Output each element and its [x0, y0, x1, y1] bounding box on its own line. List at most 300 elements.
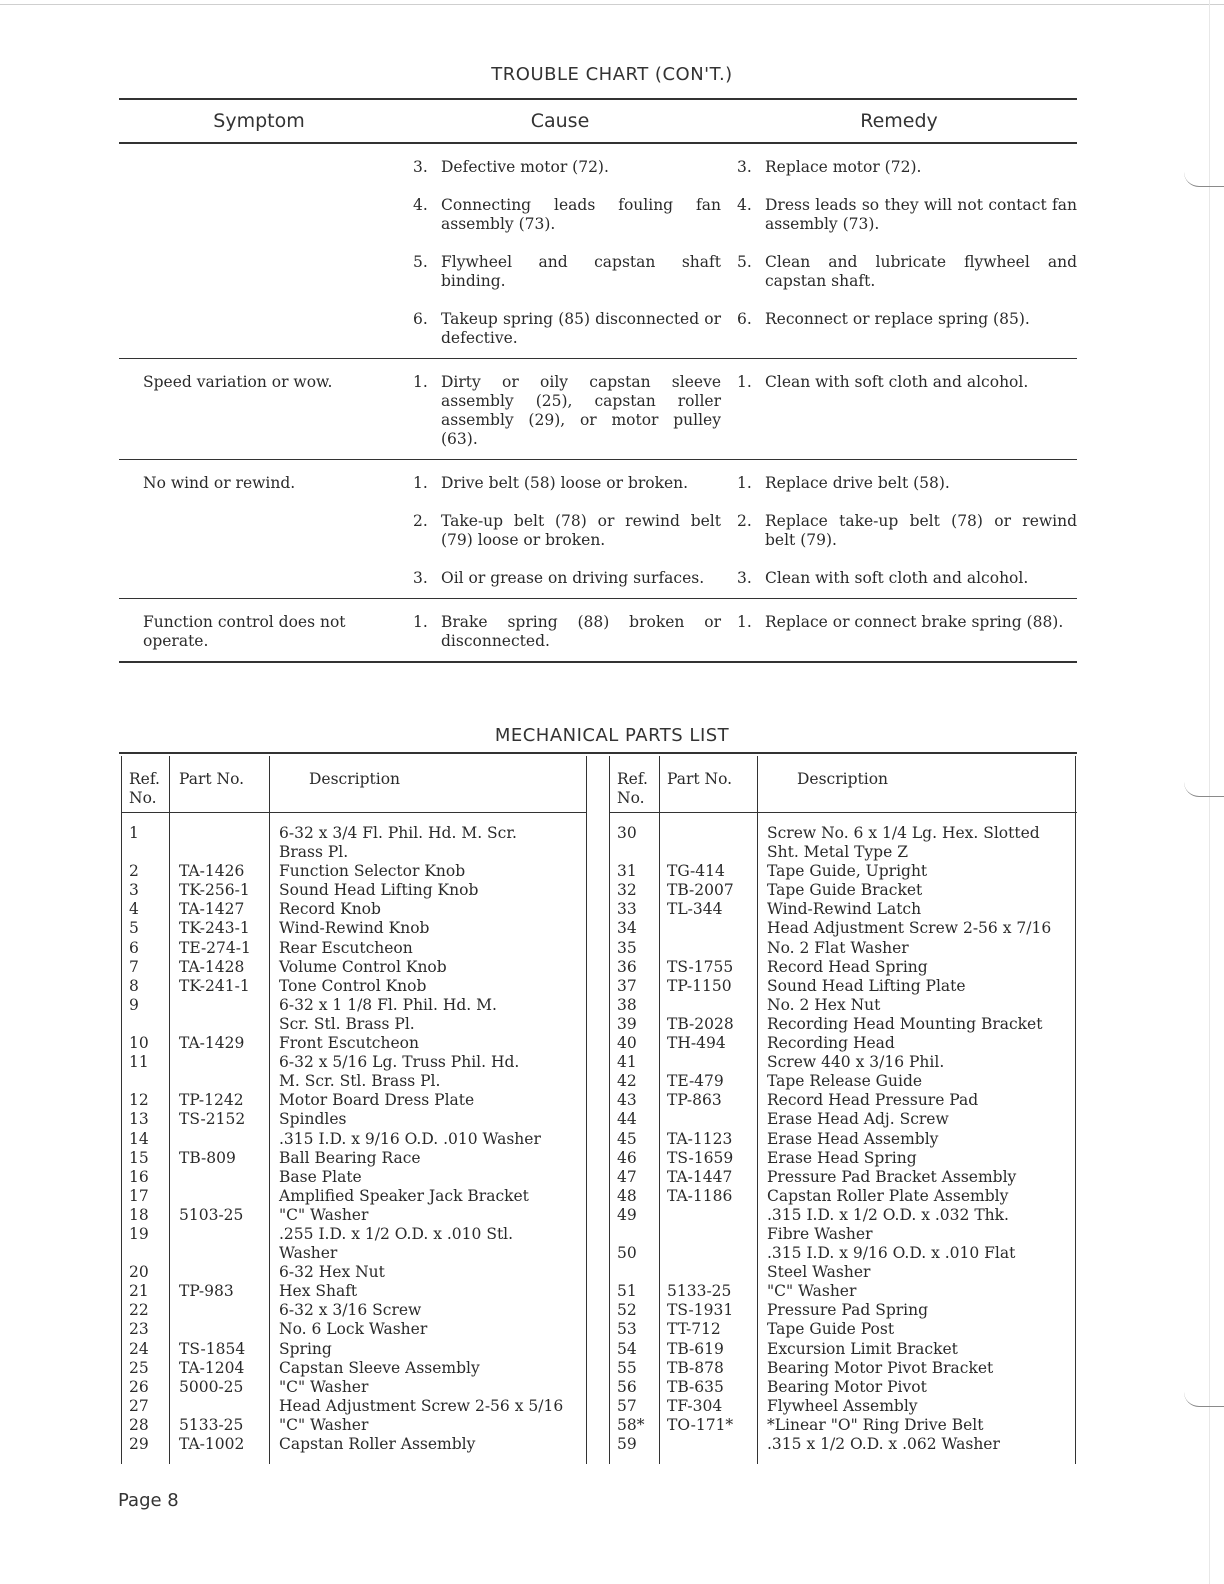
- symptom-cell: Function control does not operate.: [143, 613, 346, 650]
- cause-item-text: Brake spring (88) broken or disconnected.: [441, 613, 721, 650]
- parts-row: [121, 919, 586, 938]
- remedy-item-text: Clean and lubricate flywheel and capstan shaft.: [765, 253, 1077, 290]
- remedy-item-number: 1.: [737, 373, 752, 391]
- description-cell: Base Plate: [279, 1167, 362, 1186]
- ref-no-cell: 22: [129, 1301, 149, 1320]
- description-cell: Capstan Sleeve Assembly: [279, 1358, 480, 1377]
- ref-no-cell: 52: [617, 1301, 637, 1320]
- parts-row: [609, 1378, 1077, 1397]
- binder-hook-mark: [1184, 1392, 1224, 1407]
- description-cell: Recording Head Mounting Bracket: [767, 1014, 1043, 1033]
- parts-row: [121, 1149, 586, 1168]
- ref-no-cell: 59: [617, 1435, 637, 1453]
- description-cell: Steel Washer: [767, 1263, 871, 1282]
- parts-row: [609, 1187, 1077, 1206]
- cause-item-number: 1.: [413, 613, 428, 631]
- part-no-cell: [659, 1244, 757, 1263]
- symptom-cell: Speed variation or wow.: [143, 373, 333, 391]
- remedy-item: [737, 474, 1077, 493]
- parts-row: [121, 1053, 586, 1072]
- parts-row: [609, 1301, 1077, 1320]
- remedy-item: [737, 613, 1077, 632]
- parts-row: [609, 1110, 1077, 1129]
- part-no-cell: TT-712: [667, 1320, 721, 1339]
- cause-header: Cause: [530, 110, 590, 132]
- parts-row: [121, 1130, 586, 1149]
- ref-no-cell: 16: [129, 1167, 149, 1186]
- parts-row: [609, 862, 1077, 881]
- cause-item: [413, 373, 721, 449]
- parts-row: [121, 1072, 586, 1091]
- cause-cell: [399, 474, 721, 592]
- parts-header-right: [609, 756, 1077, 813]
- description-cell: *Linear "O" Ring Drive Belt: [767, 1415, 984, 1434]
- part-no-cell: TL-344: [667, 900, 723, 919]
- parts-row: [609, 1015, 1077, 1034]
- remedy-item-number: 3.: [737, 569, 752, 587]
- ref-no-cell: 45: [617, 1129, 637, 1148]
- remedy-item: [737, 253, 1077, 291]
- part-no-cell: TS-1755: [667, 957, 734, 976]
- description-cell: Motor Board Dress Plate: [279, 1091, 475, 1110]
- parts-row: [609, 1168, 1077, 1187]
- description-cell: Erase Head Adj. Screw: [767, 1110, 949, 1129]
- ref-header-line2: No.: [617, 789, 645, 807]
- part-no-cell: TA-1002: [179, 1435, 245, 1453]
- description-cell: Brass Pl.: [279, 843, 349, 862]
- description-cell: Record Head Pressure Pad: [767, 1091, 979, 1110]
- ref-no-cell: 55: [617, 1358, 637, 1377]
- parts-row: [121, 1435, 586, 1454]
- cause-item-text: Connecting leads fouling fan assembly (73).: [441, 196, 721, 233]
- ref-no-cell: 8: [129, 976, 139, 995]
- ref-no-cell: 35: [617, 938, 637, 957]
- part-no-cell: TS-2152: [179, 1110, 246, 1129]
- trouble-chart-title: TROUBLE CHART (CON'T.): [491, 64, 733, 85]
- page-top-rule: [0, 0, 1224, 5]
- parts-table-left: [121, 756, 586, 1464]
- description-cell: "C" Washer: [279, 1377, 369, 1396]
- ref-no-cell: 58*: [617, 1415, 645, 1434]
- ref-no-cell: 25: [129, 1358, 149, 1377]
- cause-item: [413, 310, 721, 348]
- remedy-cell: [721, 373, 1077, 453]
- ref-no-cell: [609, 1225, 659, 1244]
- ref-header-line1: Ref.: [129, 770, 160, 788]
- part-no-cell: [169, 996, 269, 1015]
- ref-no-cell: 6: [129, 938, 139, 957]
- ref-no-cell: 41: [617, 1053, 637, 1072]
- ref-no-cell: 47: [617, 1167, 637, 1186]
- parts-row: [121, 1187, 586, 1206]
- part-no-cell: [169, 1225, 269, 1244]
- parts-row: [609, 1091, 1077, 1110]
- cause-item-number: 3.: [413, 569, 428, 587]
- cause-item: [413, 196, 721, 234]
- part-no-cell: [169, 824, 269, 843]
- part-no-cell: TK-243-1: [179, 919, 250, 938]
- parts-row: [609, 1053, 1077, 1072]
- part-no-cell: [659, 1053, 757, 1072]
- parts-row: [121, 1340, 586, 1359]
- part-no-cell: TB-2007: [667, 881, 734, 900]
- parts-row: [121, 1263, 586, 1282]
- part-no-cell: TP-983: [179, 1282, 234, 1301]
- part-no-cell: [659, 939, 757, 958]
- parts-row: [121, 939, 586, 958]
- ref-no-cell: 30: [617, 824, 637, 842]
- parts-row: [609, 1397, 1077, 1416]
- parts-table-top-rule: [119, 752, 1077, 754]
- part-no-cell: TP-1150: [667, 976, 732, 995]
- remedy-item-text: Replace take-up belt (78) or rewind belt (79).: [765, 512, 1077, 549]
- cause-item-text: Drive belt (58) loose or broken.: [441, 474, 689, 492]
- ref-no-cell: 29: [129, 1435, 149, 1453]
- part-no-cell: [169, 1320, 269, 1339]
- description-cell: Sht. Metal Type Z: [767, 843, 908, 862]
- description-header: Description: [309, 770, 401, 788]
- description-cell: Spring: [279, 1339, 332, 1358]
- parts-row: [121, 1397, 586, 1416]
- parts-row: [609, 939, 1077, 958]
- part-no-cell: TB-809: [179, 1148, 236, 1167]
- remedy-item: [737, 310, 1077, 329]
- ref-no-cell: 49: [617, 1205, 637, 1224]
- remedy-item-text: Clean with soft cloth and alcohol.: [765, 373, 1029, 391]
- description-cell: Head Adjustment Screw 2-56 x 7/16: [767, 919, 1052, 938]
- parts-row: [121, 1225, 586, 1244]
- part-no-cell: [659, 824, 757, 843]
- ref-no-cell: 57: [617, 1396, 637, 1415]
- cause-item: [413, 613, 721, 651]
- remedy-cell: [721, 158, 1077, 352]
- parts-row: [609, 1206, 1077, 1225]
- cause-cell: [399, 613, 721, 655]
- ref-no-cell: [121, 1072, 169, 1091]
- part-no-cell: TA-1426: [179, 862, 245, 881]
- part-no-cell: [659, 919, 757, 938]
- part-no-cell: TK-256-1: [179, 881, 250, 900]
- remedy-item: [737, 158, 1077, 177]
- ref-no-cell: 11: [129, 1053, 149, 1072]
- cause-item-number: 6.: [413, 310, 428, 328]
- part-no-cell: TP-863: [667, 1091, 722, 1110]
- ref-no-cell: [609, 843, 659, 862]
- part-no-cell: [169, 1263, 269, 1282]
- description-cell: Wind-Rewind Latch: [767, 900, 922, 919]
- description-cell: Tape Guide Post: [767, 1320, 895, 1339]
- remedy-item-number: 3.: [737, 158, 752, 176]
- part-no-cell: 5133-25: [667, 1282, 732, 1301]
- description-cell: Record Knob: [279, 900, 381, 919]
- cause-item: [413, 253, 721, 291]
- part-no-cell: [169, 1015, 269, 1034]
- parts-row: [609, 977, 1077, 996]
- part-no-cell: [169, 1187, 269, 1206]
- parts-row: [609, 1244, 1077, 1263]
- binder-hook-mark: [1184, 172, 1224, 187]
- part-no-cell: TA-1186: [667, 1186, 733, 1205]
- parts-row: [121, 1206, 586, 1225]
- remedy-item-text: Replace drive belt (58).: [765, 474, 950, 492]
- ref-no-cell: 40: [617, 1034, 637, 1053]
- part-no-cell: TB-619: [667, 1339, 724, 1358]
- parts-row: [609, 1359, 1077, 1378]
- ref-no-cell: 38: [617, 995, 637, 1014]
- cause-item-number: 4.: [413, 196, 428, 214]
- description-cell: Pressure Pad Spring: [767, 1301, 929, 1320]
- cause-item-number: 3.: [413, 158, 428, 176]
- ref-no-cell: 5: [129, 919, 139, 938]
- description-cell: Capstan Roller Plate Assembly: [767, 1186, 1009, 1205]
- part-no-cell: TA-1429: [179, 1034, 245, 1053]
- description-cell: Spindles: [279, 1110, 347, 1129]
- part-no-cell: [659, 843, 757, 862]
- part-no-header: Part No.: [667, 770, 733, 788]
- ref-no-cell: 24: [129, 1339, 149, 1358]
- trouble-chart-body: [119, 144, 1077, 663]
- part-no-cell: TH-494: [667, 1034, 726, 1053]
- remedy-cell: [721, 613, 1077, 655]
- part-no-cell: [169, 843, 269, 862]
- description-cell: Washer: [279, 1244, 338, 1263]
- ref-no-cell: 17: [129, 1186, 149, 1205]
- trouble-chart-header: [119, 98, 1077, 144]
- cause-item-text: Dirty or oily capstan sleeve assembly (25), capstan roller assembly (29), or motor pulley (63).: [441, 373, 721, 448]
- remedy-item-text: Clean with soft cloth and alcohol.: [765, 569, 1029, 587]
- remedy-item: [737, 373, 1077, 392]
- part-no-cell: 5133-25: [179, 1415, 244, 1434]
- ref-no-cell: 23: [129, 1320, 149, 1339]
- ref-no-cell: 56: [617, 1377, 637, 1396]
- parts-row: [121, 1244, 586, 1263]
- trouble-group: [119, 460, 1077, 599]
- ref-no-cell: 32: [617, 881, 637, 900]
- part-no-cell: [659, 1263, 757, 1282]
- cause-item: [413, 512, 721, 550]
- parts-row: [609, 1149, 1077, 1168]
- part-no-cell: TB-635: [667, 1377, 724, 1396]
- parts-row: [609, 1416, 1077, 1435]
- cause-item-text: Oil or grease on driving surfaces.: [441, 569, 705, 587]
- parts-row: [121, 1015, 586, 1034]
- remedy-item-number: 5.: [737, 253, 752, 271]
- description-cell: Hex Shaft: [279, 1282, 358, 1301]
- ref-no-cell: 54: [617, 1339, 637, 1358]
- part-no-cell: TS-1931: [667, 1301, 734, 1320]
- ref-no-cell: 28: [129, 1415, 149, 1434]
- cause-item-number: 5.: [413, 253, 428, 271]
- ref-no-cell: 13: [129, 1110, 149, 1129]
- description-cell: No. 2 Hex Nut: [767, 995, 881, 1014]
- ref-no-cell: [609, 1263, 659, 1282]
- parts-row: [121, 1378, 586, 1397]
- description-cell: 6-32 x 3/16 Screw: [279, 1301, 422, 1320]
- ref-no-cell: 9: [129, 995, 139, 1014]
- remedy-item: [737, 569, 1077, 588]
- trouble-chart-table: [119, 98, 1077, 663]
- description-cell: Front Escutcheon: [279, 1034, 419, 1053]
- description-cell: Tape Release Guide: [767, 1072, 923, 1091]
- description-cell: Tape Guide, Upright: [767, 862, 928, 881]
- part-no-cell: [659, 1206, 757, 1225]
- parts-row: [609, 843, 1077, 862]
- cause-item-text: Defective motor (72).: [441, 158, 609, 176]
- part-no-cell: 5103-25: [179, 1205, 244, 1224]
- remedy-item: [737, 512, 1077, 550]
- parts-row: [609, 1130, 1077, 1149]
- ref-no-cell: 33: [617, 900, 637, 919]
- description-cell: Screw 440 x 3/16 Phil.: [767, 1053, 945, 1072]
- description-cell: "C" Washer: [279, 1415, 369, 1434]
- description-cell: Tone Control Knob: [279, 976, 427, 995]
- description-cell: Rear Escutcheon: [279, 938, 413, 957]
- parts-row: [121, 1301, 586, 1320]
- remedy-item-text: Reconnect or replace spring (85).: [765, 310, 1030, 328]
- parts-row: [609, 900, 1077, 919]
- description-cell: Sound Head Lifting Plate: [767, 976, 966, 995]
- parts-row: [121, 862, 586, 881]
- ref-no-cell: 42: [617, 1072, 637, 1091]
- part-no-cell: [659, 1435, 757, 1454]
- description-cell: Record Head Spring: [767, 957, 928, 976]
- part-no-cell: [169, 1244, 269, 1263]
- parts-row: [609, 996, 1077, 1015]
- symptom-header: Symptom: [213, 110, 305, 132]
- cause-item-text: Takeup spring (85) disconnected or defective.: [441, 310, 721, 347]
- part-no-cell: TS-1659: [667, 1148, 734, 1167]
- part-no-cell: [169, 1397, 269, 1416]
- ref-no-cell: 1: [129, 824, 139, 842]
- parts-list-title: MECHANICAL PARTS LIST: [494, 725, 730, 746]
- ref-no-cell: 18: [129, 1205, 149, 1224]
- description-cell: Flywheel Assembly: [767, 1396, 918, 1415]
- part-no-cell: [169, 1072, 269, 1091]
- part-no-cell: [169, 1053, 269, 1072]
- ref-header-line1: Ref.: [617, 770, 648, 788]
- description-cell: .315 I.D. x 9/16 O.D. x .010 Flat: [767, 1244, 1016, 1263]
- remedy-item-text: Dress leads so they will not contact fan assembly (73).: [765, 196, 1077, 233]
- parts-header-left: [121, 756, 586, 813]
- parts-row: [121, 1320, 586, 1339]
- part-no-cell: [659, 996, 757, 1015]
- parts-row: [121, 1168, 586, 1187]
- cause-item-number: 2.: [413, 512, 428, 530]
- column-rule: [586, 756, 587, 1464]
- part-no-cell: TA-1428: [179, 957, 245, 976]
- description-cell: Volume Control Knob: [279, 957, 447, 976]
- part-no-cell: TE-479: [667, 1072, 724, 1091]
- parts-row: [609, 919, 1077, 938]
- cause-item: [413, 158, 721, 177]
- part-no-cell: TA-1123: [667, 1129, 733, 1148]
- remedy-item-text: Replace motor (72).: [765, 158, 922, 176]
- ref-no-cell: 19: [129, 1224, 149, 1243]
- parts-row: [609, 881, 1077, 900]
- part-no-cell: 5000-25: [179, 1377, 244, 1396]
- ref-no-cell: [121, 843, 169, 862]
- part-no-cell: [169, 1130, 269, 1149]
- description-cell: "C" Washer: [767, 1282, 857, 1301]
- binder-hook-mark: [1184, 782, 1224, 797]
- ref-no-cell: 27: [129, 1396, 149, 1415]
- ref-no-cell: 46: [617, 1148, 637, 1167]
- parts-row: [121, 958, 586, 977]
- parts-row: [121, 1110, 586, 1129]
- ref-no-cell: 15: [129, 1148, 149, 1167]
- ref-no-cell: 14: [129, 1129, 149, 1148]
- remedy-item-text: Replace or connect brake spring (88).: [765, 613, 1064, 631]
- remedy-header: Remedy: [860, 110, 938, 132]
- symptom-cell: No wind or rewind.: [143, 474, 296, 492]
- ref-no-cell: 44: [617, 1110, 637, 1129]
- remedy-item-number: 4.: [737, 196, 752, 214]
- ref-no-cell: 51: [617, 1282, 637, 1301]
- ref-no-cell: 36: [617, 957, 637, 976]
- description-cell: Recording Head: [767, 1034, 895, 1053]
- ref-no-cell: [121, 1015, 169, 1034]
- description-cell: "C" Washer: [279, 1205, 369, 1224]
- ref-no-cell: 4: [129, 900, 139, 919]
- part-no-cell: TA-1427: [179, 900, 245, 919]
- parts-row: [609, 1282, 1077, 1301]
- description-cell: Capstan Roller Assembly: [279, 1435, 476, 1453]
- part-no-cell: TG-414: [667, 862, 725, 881]
- part-no-cell: TO-171*: [667, 1415, 734, 1434]
- parts-table-right: [609, 756, 1077, 1464]
- ref-no-cell: 34: [617, 919, 637, 938]
- description-cell: 6-32 x 1 1/8 Fl. Phil. Hd. M.: [279, 995, 497, 1014]
- ref-no-cell: 21: [129, 1282, 149, 1301]
- description-cell: .315 x 1/2 O.D. x .062 Washer: [767, 1435, 1000, 1453]
- parts-row: [121, 1034, 586, 1053]
- parts-rows-left: [121, 824, 586, 1454]
- description-cell: Fibre Washer: [767, 1224, 873, 1243]
- parts-list-table: [119, 752, 1077, 1464]
- parts-row: [609, 1225, 1077, 1244]
- parts-row: [121, 1359, 586, 1378]
- description-cell: 6-32 x 5/16 Lg. Truss Phil. Hd.: [279, 1053, 520, 1072]
- part-no-cell: TE-274-1: [179, 938, 251, 957]
- parts-row: [609, 1034, 1077, 1053]
- description-cell: M. Scr. Stl. Brass Pl.: [279, 1072, 441, 1091]
- description-cell: Tape Guide Bracket: [767, 881, 923, 900]
- ref-no-cell: 39: [617, 1014, 637, 1033]
- cause-cell: [399, 158, 721, 352]
- parts-row: [609, 824, 1077, 843]
- ref-no-cell: 3: [129, 881, 139, 900]
- description-cell: Function Selector Knob: [279, 862, 466, 881]
- symptom-cell: [119, 158, 399, 352]
- ref-no-cell: 50: [617, 1244, 637, 1263]
- description-cell: Ball Bearing Race: [279, 1148, 421, 1167]
- part-no-cell: TB-878: [667, 1358, 724, 1377]
- description-cell: Sound Head Lifting Knob: [279, 881, 479, 900]
- ref-header-line2: No.: [129, 789, 157, 807]
- ref-no-cell: 53: [617, 1320, 637, 1339]
- ref-no-cell: 37: [617, 976, 637, 995]
- cause-cell: [399, 373, 721, 453]
- description-cell: Head Adjustment Screw 2-56 x 5/16: [279, 1396, 564, 1415]
- parts-row: [121, 996, 586, 1015]
- part-no-cell: TF-304: [667, 1396, 723, 1415]
- description-cell: Bearing Motor Pivot Bracket: [767, 1358, 994, 1377]
- parts-row: [121, 1091, 586, 1110]
- ref-no-cell: 10: [129, 1034, 149, 1053]
- description-cell: Erase Head Assembly: [767, 1129, 939, 1148]
- remedy-item-number: 6.: [737, 310, 752, 328]
- description-cell: Erase Head Spring: [767, 1148, 917, 1167]
